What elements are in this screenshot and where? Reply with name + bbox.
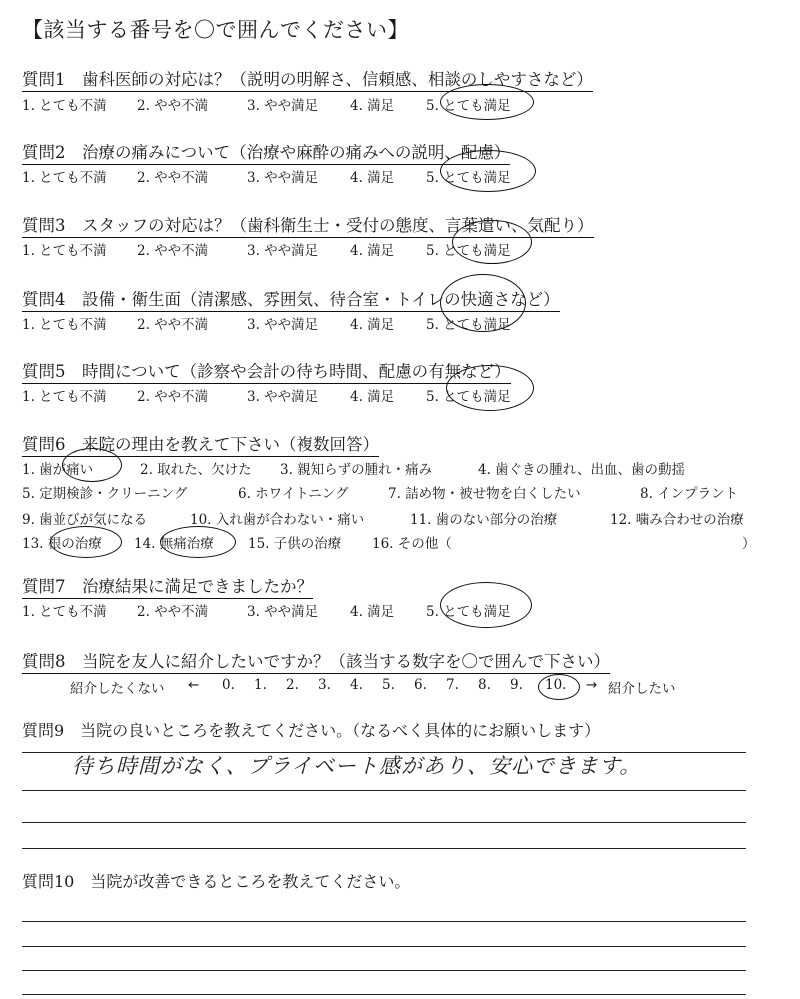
q7-option-5[interactable]: 5. とても満足 bbox=[426, 604, 511, 620]
q6-option-11[interactable]: 11. 歯のない部分の治療 bbox=[410, 512, 558, 528]
q7-option-3[interactable]: 3. やや満足 bbox=[247, 604, 319, 620]
q6-other-close-paren: ） bbox=[742, 536, 756, 552]
q8-scale-10[interactable]: 10. bbox=[545, 677, 567, 693]
q8-scale-3[interactable]: 3. bbox=[318, 677, 331, 693]
question-10-title: 質問10 当院が改善できるところを教えてください。 bbox=[22, 872, 411, 891]
q8-scale-6[interactable]: 6. bbox=[414, 677, 427, 693]
q6-option-12[interactable]: 12. 噛み合わせの治療 bbox=[610, 512, 744, 528]
q8-scale-1[interactable]: 1. bbox=[254, 677, 267, 693]
question-1-options bbox=[22, 94, 782, 112]
q3-option-1[interactable]: 1. とても不満 bbox=[22, 243, 107, 259]
q6-option-9[interactable]: 9. 歯並びが気になる bbox=[22, 512, 148, 528]
q6-option-6[interactable]: 6. ホワイトニング bbox=[238, 486, 349, 502]
q6-option-14[interactable]: 14. 無痛治療 bbox=[134, 536, 214, 552]
q10-answer-line-2 bbox=[22, 946, 746, 947]
question-4-options bbox=[22, 313, 782, 331]
q8-scale-7[interactable]: 7. bbox=[446, 677, 459, 693]
q4-option-2[interactable]: 2. やや不満 bbox=[137, 317, 209, 333]
q8-scale-4[interactable]: 4. bbox=[350, 677, 363, 693]
q8-scale-8[interactable]: 8. bbox=[478, 677, 491, 693]
question-7-options bbox=[22, 600, 782, 618]
q2-option-5[interactable]: 5. とても満足 bbox=[426, 170, 511, 186]
page-title: 【該当する番号を〇で囲んでください】 bbox=[22, 18, 409, 42]
q5-selection-circle bbox=[446, 365, 534, 411]
q6-option-5[interactable]: 5. 定期検診・クリーニング bbox=[22, 486, 188, 502]
question-2-title: 質問2 治療の痛みについて（治療や麻酔の痛みへの説明、配慮） bbox=[22, 139, 510, 165]
q4-option-1[interactable]: 1. とても不満 bbox=[22, 317, 107, 333]
q2-option-1[interactable]: 1. とても不満 bbox=[22, 170, 107, 186]
q3-selection-circle bbox=[452, 220, 532, 264]
q4-option-4[interactable]: 4. 満足 bbox=[350, 317, 395, 333]
q1-option-5[interactable]: 5. とても満足 bbox=[426, 98, 511, 114]
q7-option-1[interactable]: 1. とても不満 bbox=[22, 604, 107, 620]
q4-selection-circle bbox=[440, 274, 526, 332]
q6-option-3[interactable]: 3. 親知らずの腫れ・痛み bbox=[280, 462, 433, 478]
q7-selection-circle bbox=[440, 582, 532, 628]
question-8-title: 質問8 当院を友人に紹介したいですか？（該当する数字を〇で囲んで下さい） bbox=[22, 648, 610, 674]
q2-option-3[interactable]: 3. やや満足 bbox=[247, 170, 319, 186]
question-4-title: 質問4 設備・衛生面（清潔感、雰囲気、待合室・トイレの快適さなど） bbox=[22, 286, 560, 312]
q7-option-4[interactable]: 4. 満足 bbox=[350, 604, 395, 620]
q5-option-2[interactable]: 2. やや不満 bbox=[137, 389, 209, 405]
q6-option-7[interactable]: 7. 詰め物・被せ物を白くしたい bbox=[388, 486, 581, 502]
q4-option-5[interactable]: 5. とても満足 bbox=[426, 317, 511, 333]
q8-left-arrow-icon: ← bbox=[188, 677, 200, 693]
q2-option-2[interactable]: 2. やや不満 bbox=[137, 170, 209, 186]
q3-option-5[interactable]: 5. とても満足 bbox=[426, 243, 511, 259]
question-7-title: 質問7 治療結果に満足できましたか？ bbox=[22, 573, 313, 599]
q8-scale-9[interactable]: 9. bbox=[510, 677, 523, 693]
question-6-title: 質問6 来院の理由を教えて下さい（複数回答） bbox=[22, 431, 379, 457]
q9-answer-line-3 bbox=[22, 822, 746, 823]
q4-option-3[interactable]: 3. やや満足 bbox=[247, 317, 319, 333]
q10-answer-line-3 bbox=[22, 970, 746, 971]
q6-option-1[interactable]: 1. 歯が痛い bbox=[22, 462, 94, 478]
q6-option-16[interactable]: 16. その他（ bbox=[372, 536, 452, 552]
question-5-title: 質問5 時間について（診察や会計の待ち時間、配慮の有無など） bbox=[22, 358, 511, 384]
q8-scale-0[interactable]: 0. bbox=[222, 677, 235, 693]
question-1-title: 質問1 歯科医師の対応は？（説明の明解さ、信頼感、相談のしやすさなど） bbox=[22, 66, 593, 92]
q6-option-15[interactable]: 15. 子供の治療 bbox=[248, 536, 342, 552]
q2-selection-circle bbox=[440, 150, 536, 192]
q6-option-2[interactable]: 2. 取れた、欠けた bbox=[140, 462, 252, 478]
q6-option-13[interactable]: 13. 根の治療 bbox=[22, 536, 102, 552]
q6-option-4[interactable]: 4. 歯ぐきの腫れ、出血、歯の動揺 bbox=[478, 462, 685, 478]
question-5-options bbox=[22, 385, 782, 403]
q6-option-8[interactable]: 8. インプラント bbox=[640, 486, 739, 502]
q6-selection-circle-1 bbox=[62, 448, 122, 482]
q9-answer-line-2 bbox=[22, 790, 746, 791]
q8-scale-5[interactable]: 5. bbox=[382, 677, 395, 693]
q5-option-5[interactable]: 5. とても満足 bbox=[426, 389, 511, 405]
q6-selection-circle-14 bbox=[160, 526, 236, 558]
q10-answer-line-1 bbox=[22, 921, 746, 922]
q5-option-1[interactable]: 1. とても不満 bbox=[22, 389, 107, 405]
q6-option-10[interactable]: 10. 入れ歯が合わない・痛い bbox=[190, 512, 365, 528]
q5-option-3[interactable]: 3. やや満足 bbox=[247, 389, 319, 405]
q10-answer-line-4 bbox=[22, 994, 746, 995]
q8-left-label: 紹介したくない bbox=[70, 681, 165, 697]
q1-option-1[interactable]: 1. とても不満 bbox=[22, 98, 107, 114]
question-3-title: 質問3 スタッフの対応は？（歯科衛生士・受付の態度、言葉遣い、気配り） bbox=[22, 212, 594, 238]
q1-option-4[interactable]: 4. 満足 bbox=[350, 98, 395, 114]
q3-option-4[interactable]: 4. 満足 bbox=[350, 243, 395, 259]
q8-selection-circle bbox=[538, 674, 580, 700]
q1-option-3[interactable]: 3. やや満足 bbox=[247, 98, 319, 114]
question-8-scale bbox=[70, 677, 730, 695]
q6-selection-circle-13 bbox=[50, 526, 122, 558]
q3-option-2[interactable]: 2. やや不満 bbox=[137, 243, 209, 259]
q2-option-4[interactable]: 4. 満足 bbox=[350, 170, 395, 186]
q8-right-label: 紹介したい bbox=[608, 681, 676, 697]
question-3-options bbox=[22, 239, 782, 257]
q3-option-3[interactable]: 3. やや満足 bbox=[247, 243, 319, 259]
question-6-options bbox=[22, 458, 782, 558]
question-2-options bbox=[22, 166, 782, 184]
q5-option-4[interactable]: 4. 満足 bbox=[350, 389, 395, 405]
q8-scale-2[interactable]: 2. bbox=[286, 677, 299, 693]
question-9-title: 質問9 当院の良いところを教えてください。（なるべく具体的にお願いします） bbox=[22, 721, 601, 740]
q9-handwritten-answer[interactable]: 待ち時間がなく、プライベート感があり、安心できます。 bbox=[72, 754, 642, 778]
q1-selection-circle bbox=[440, 84, 534, 120]
q1-option-2[interactable]: 2. やや不満 bbox=[137, 98, 209, 114]
q9-answer-line-4 bbox=[22, 848, 746, 849]
q8-right-arrow-icon: → bbox=[586, 677, 598, 693]
q7-option-2[interactable]: 2. やや不満 bbox=[137, 604, 209, 620]
